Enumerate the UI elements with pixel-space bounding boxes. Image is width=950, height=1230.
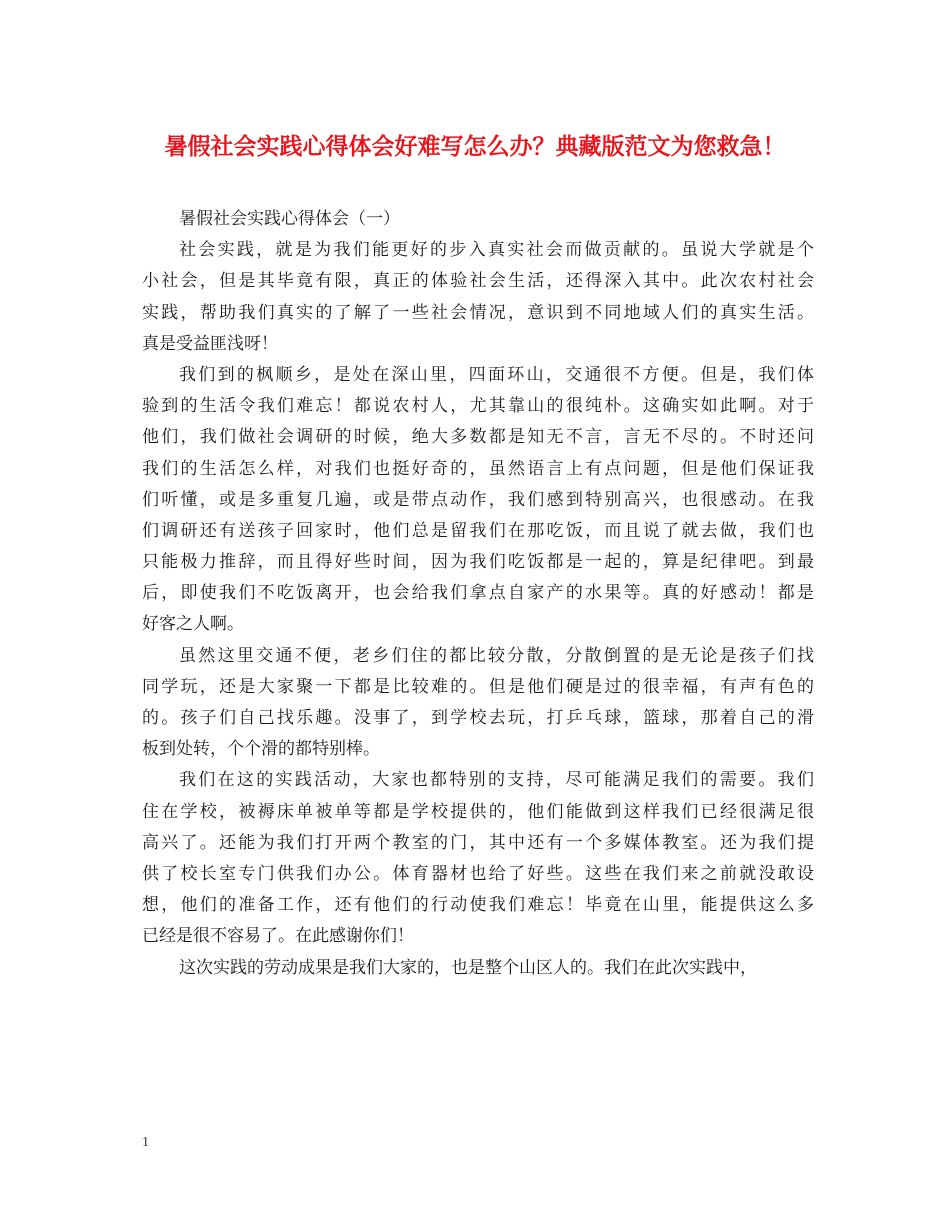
paragraph-line: 社会实践，就是为我们能更好的步入真实社会而做贡献的。虽说大学就是个 — [179, 240, 814, 261]
paragraph-line: 板到处转，个个滑的都特别棒。 — [142, 739, 380, 760]
paragraph — [142, 360, 814, 641]
paragraph-line: 我们到的枫顺乡，是处在深山里，四面环山，交通很不方便。但是，我们体 — [179, 364, 814, 385]
paragraph-line: 后，即使我们不吃饭离开，也会给我们拿点自家产的水果等。真的好感动！都是 — [142, 583, 814, 604]
paragraph-line: 实践，帮助我们真实的了解了一些社会情况，意识到不同地域人们的真实生活。 — [142, 302, 814, 323]
paragraph-line: 我们在这的实践活动，大家也都特别的支持，尽可能满足我们的需要。我们 — [179, 770, 814, 791]
paragraph-line: 这次实践的劳动成果是我们大家的，也是整个山区人的。我们在此次实践中， — [179, 957, 757, 978]
paragraph-line: 的。孩子们自己找乐趣。没事了，到学校去玩，打乒乓球，篮球，那着自己的滑 — [142, 708, 814, 728]
section-heading: 暑假社会实践心得体会（一） — [179, 209, 400, 229]
paragraph — [142, 953, 814, 984]
paragraph-line: 住在学校，被褥床单被单等都是学校提供的，他们能做到这样我们已经很满足很 — [142, 801, 814, 822]
paragraph-line: 们听懂，或是多重复几遍，或是带点动作，我们感到特别高兴，也很感动。在我 — [142, 489, 814, 510]
paragraph — [142, 641, 814, 766]
paragraph-line: 想，他们的准备工作，还有他们的行动使我们难忘！毕竟在山里，能提供这么多 — [142, 895, 814, 916]
paragraph-line: 验到的生活令我们难忘！都说农村人，尤其靠山的很纯朴。这确实如此啊。对于 — [142, 396, 814, 417]
document-title: 暑假社会实践心得体会好难写怎么办？典藏版范文为您救急！ — [164, 133, 786, 160]
paragraph-line: 我们的生活怎么样，对我们也挺好奇的，虽然语言上有点问题，但是他们保证我 — [142, 458, 814, 479]
document-body — [142, 204, 814, 984]
paragraph-list — [142, 235, 814, 984]
paragraph-line: 只能极力推辞，而且得好些时间，因为我们吃饭都是一起的，算是纪律吧。到最 — [142, 552, 814, 573]
paragraph — [142, 235, 814, 360]
paragraph-line: 真是受益匪浅呀！ — [142, 333, 278, 354]
paragraph-line: 同学玩，还是大家聚一下都是比较难的。但是他们硬是过的很幸福，有声有色的 — [142, 676, 814, 697]
paragraph-line: 小社会，但是其毕竟有限，真正的体验社会生活，还得深入其中。此次农村社会 — [142, 271, 814, 292]
paragraph-line: 已经是很不容易了。在此感谢你们！ — [142, 926, 414, 947]
paragraph-line: 他们，我们做社会调研的时候，绝大多数都是知无不言，言无不尽的。不时还问 — [142, 427, 814, 448]
paragraph-line: 们调研还有送孩子回家时，他们总是留我们在那吃饭，而且说了就去做，我们也 — [142, 520, 814, 541]
paragraph — [142, 765, 814, 952]
paragraph-line: 虽然这里交通不便，老乡们住的都比较分散，分散倒置的是无论是孩子们找 — [179, 645, 814, 666]
page-number: 1 — [142, 1135, 149, 1150]
paragraph-line: 供了校长室专门供我们办公。体育器材也给了好些。这些在我们来之前就没敢设 — [142, 863, 814, 884]
paragraph-line: 好客之人啊。 — [142, 614, 244, 635]
paragraph-line: 高兴了。还能为我们打开两个教室的门，其中还有一个多媒体教室。还为我们提 — [142, 832, 814, 853]
